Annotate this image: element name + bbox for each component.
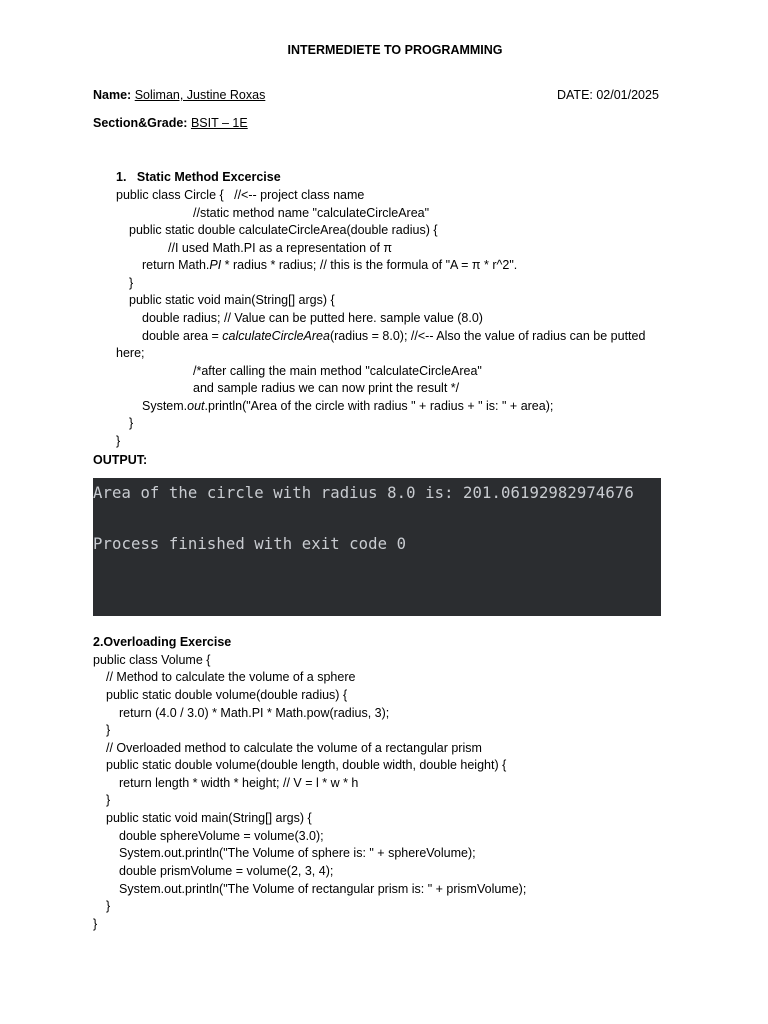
- code-line: System.out.println("The Volume of sphere is: " + sphereVolume);: [119, 846, 476, 860]
- date-text: DATE: 02/01/2025: [557, 88, 659, 102]
- code-line: double radius; // Value can be putted here. sample value (8.0): [142, 311, 483, 325]
- code-line: System.out.println("The Volume of rectangular prism is: " + prismVolume);: [119, 882, 527, 896]
- code-line: here;: [116, 346, 145, 360]
- code-line: //static method name "calculateCircleArea": [193, 206, 430, 220]
- code-segment-italic: out: [187, 399, 205, 413]
- code-line: public static double volume(double radius) {: [106, 688, 348, 702]
- code-line: [142, 329, 645, 344]
- code-line: //I used Math.PI as a representation of π: [168, 241, 393, 255]
- code-line: public class Volume {: [93, 653, 211, 667]
- code-line: }: [106, 899, 111, 913]
- code-line: [142, 258, 517, 273]
- code-segment: .println("Area of the circle with radius " + radius + " is: " + area);: [204, 399, 554, 413]
- code-segment: * radius * radius; // this is the formula of "A = π * r^2".: [221, 258, 518, 272]
- code-line: public static double calculateCircleArea(double radius) {: [129, 223, 438, 237]
- code-line: public class Circle { //<-- project class name: [116, 188, 365, 202]
- name-value: Soliman, Justine Roxas: [134, 88, 266, 102]
- code-line: }: [106, 793, 111, 807]
- code-line: public static void main(String[] args) {: [129, 293, 335, 307]
- code-segment: double area =: [142, 329, 223, 343]
- code-line: [142, 399, 553, 414]
- code-line: }: [129, 416, 134, 430]
- code-line: return (4.0 / 3.0) * Math.PI * Math.pow(radius, 3);: [119, 706, 390, 720]
- name-label: Name:: [93, 88, 132, 102]
- code-line: }: [93, 917, 98, 931]
- section-label: Section&Grade:: [93, 116, 188, 130]
- section-row: [93, 116, 248, 131]
- code-line: // Overloaded method to calculate the volume of a rectangular prism: [106, 741, 482, 755]
- code-line: and sample radius we can now print the result */: [193, 381, 460, 395]
- exercise1-title: Static Method Excercise: [136, 170, 281, 184]
- name-row: [93, 88, 265, 103]
- code-line: public static void main(String[] args) {: [106, 811, 312, 825]
- code-line: /*after calling the main method "calculateCircleArea": [193, 364, 482, 378]
- output-label: OUTPUT:: [93, 453, 148, 467]
- exercise1-number: 1.: [116, 170, 127, 184]
- console-output: [93, 478, 661, 616]
- code-line: }: [129, 276, 134, 290]
- code-segment: (radius = 8.0); //<-- Also the value of radius can be putted: [329, 329, 646, 343]
- console-line: Process finished with exit code 0: [93, 535, 407, 553]
- console-line: Area of the circle with radius 8.0 is: 201.06192982974676: [93, 484, 634, 502]
- code-line: return length * width * height; // V = l * w * h: [119, 776, 359, 790]
- code-segment-italic: calculateCircleArea: [222, 329, 330, 343]
- code-line: // Method to calculate the volume of a sphere: [106, 670, 356, 684]
- section-value: BSIT – 1E: [190, 116, 248, 130]
- code-line: public static double volume(double length, double width, double height) {: [106, 758, 507, 772]
- code-line: }: [116, 434, 121, 448]
- exercise1-heading: [116, 170, 281, 185]
- code-segment-italic: PI: [209, 258, 222, 272]
- document-title: INTERMEDIETE TO PROGRAMMING: [287, 43, 503, 57]
- code-segment: System.: [142, 399, 188, 413]
- code-line: double prismVolume = volume(2, 3, 4);: [119, 864, 334, 878]
- exercise2-heading: 2.Overloading Exercise: [93, 635, 232, 649]
- code-line: }: [106, 723, 111, 737]
- code-line: double sphereVolume = volume(3.0);: [119, 829, 324, 843]
- code-segment: return Math.: [142, 258, 210, 272]
